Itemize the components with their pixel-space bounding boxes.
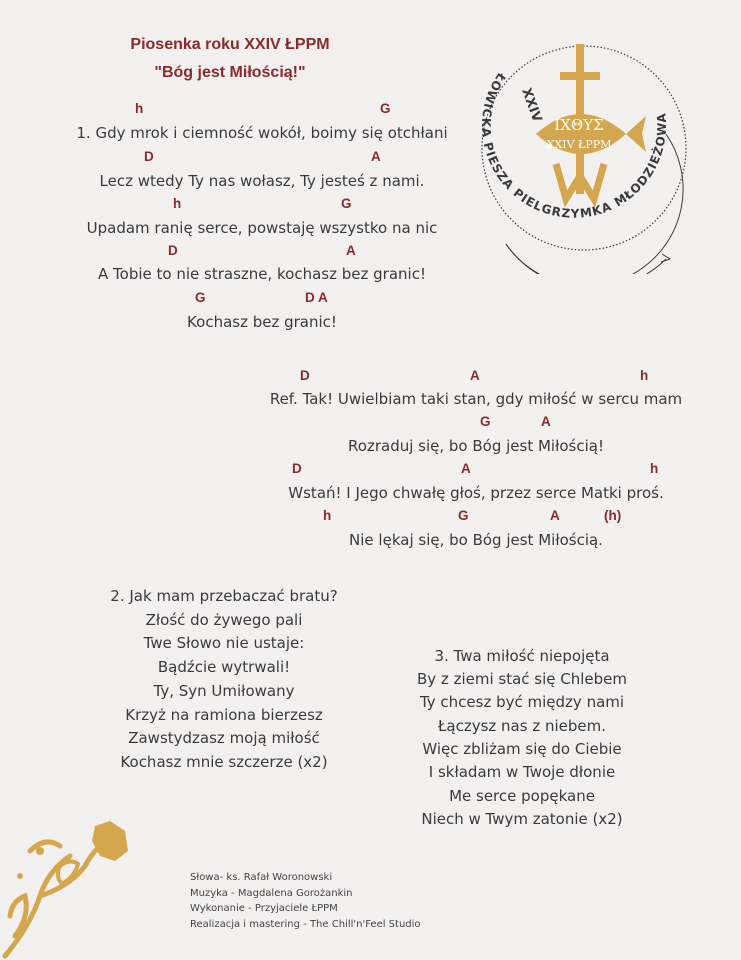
chord: (h) <box>604 508 622 523</box>
lyric-line: Ty chcesz być między nami <box>419 693 625 711</box>
lyric-line: Nie lękaj się, bo Bóg jest Miłością. <box>349 531 603 549</box>
chord: A <box>461 461 471 476</box>
chord: h <box>173 196 182 211</box>
chord: D <box>300 368 310 383</box>
lyric-line: Więc zbliżam się do Ciebie <box>422 740 622 758</box>
credit-line: Realizacja i mastering - The Chill'n'Feel Studio <box>190 918 421 930</box>
chord: D A <box>305 290 328 305</box>
chord: h <box>650 461 659 476</box>
chord: A <box>346 243 356 258</box>
lyric-line: Kochasz mnie szczerze (x2) <box>120 753 328 771</box>
gold-flower-ornament <box>0 816 140 960</box>
chord: D <box>144 149 154 164</box>
lyric-line: Rozraduj się, bo Bóg jest Miłością! <box>348 437 604 455</box>
chord: h <box>640 368 649 383</box>
chord: G <box>195 290 206 305</box>
pilgrimage-emblem <box>466 24 696 274</box>
chord: G <box>458 508 469 523</box>
chord: G <box>341 196 352 211</box>
lyric-line: 1. Gdy mrok i ciemność wokół, boimy się otchłani <box>76 124 448 142</box>
chord: D <box>168 243 178 258</box>
lyric-line: Bądźcie wytrwali! <box>157 658 291 676</box>
chord: A <box>541 414 551 429</box>
chord: D <box>292 461 302 476</box>
lyric-line: A Tobie to nie straszne, kochasz bez granic! <box>98 265 426 283</box>
lyric-line: I składam w Twoje dłonie <box>428 763 616 781</box>
lyric-line: 2. Jak mam przebaczać bratu? <box>110 587 338 605</box>
song-subtitle: "Bóg jest Miłością!" <box>154 64 306 81</box>
lyric-line: Me serce popękane <box>449 787 595 805</box>
svg-text:ŁOWICKA PIESZA PIELGRZYMKA MŁO: ŁOWICKA PIESZA PIELGRZYMKA MŁODZIEŻOWA <box>478 70 670 221</box>
lyric-line: Łączysz nas z niebem. <box>437 717 607 735</box>
lyric-line: Upadam ranię serce, powstaję wszystko na nic <box>86 219 438 237</box>
lyric-line: Zawstydzasz moją miłość <box>128 729 320 747</box>
chord: G <box>480 414 491 429</box>
lyric-line: Ref. Tak! Uwielbiam taki stan, gdy miłość w sercu mam <box>269 390 683 408</box>
lyric-line: Krzyż na ramiona bierzesz <box>125 706 323 724</box>
svg-text:XXIV: XXIV <box>518 86 545 125</box>
lyric-line: Niech w Twym zatonie (x2) <box>421 810 623 828</box>
credit-line: Wykonanie - Przyjaciele ŁPPM <box>190 903 338 914</box>
credit-line: Słowa- ks. Rafał Woronowski <box>190 872 333 883</box>
chord: A <box>470 368 480 383</box>
lyric-line: Kochasz bez granic! <box>187 313 337 331</box>
lyric-line: By z ziemi stać się Chlebem <box>416 670 628 688</box>
lyric-line: 3. Twa miłość niepojęta <box>434 647 610 665</box>
lyric-line: Lecz wtedy Ty nas wołasz, Ty jesteś z nami. <box>99 172 425 190</box>
chord: A <box>371 149 381 164</box>
lyric-line: Twe Słowo nie ustaje: <box>143 634 305 652</box>
lyric-line: Wstań! I Jego chwałę głoś, przez serce Matki proś. <box>288 484 664 502</box>
chord: G <box>380 101 391 116</box>
lyric-line: Ty, Syn Umiłowany <box>153 682 295 700</box>
lyric-line: Złość do żywego pali <box>145 611 303 629</box>
chord: h <box>323 508 332 523</box>
chord: h <box>135 101 144 116</box>
chord: A <box>550 508 560 523</box>
credit-line: Muzyka - Magdalena Gorożankin <box>190 887 353 899</box>
svg-text:ΙΧΘΥΣ: ΙΧΘΥΣ <box>554 116 604 134</box>
svg-text:XXIV ŁPPM: XXIV ŁPPM <box>546 138 612 151</box>
song-title: Piosenka roku XXIV ŁPPM <box>130 36 330 53</box>
credits <box>190 870 421 932</box>
